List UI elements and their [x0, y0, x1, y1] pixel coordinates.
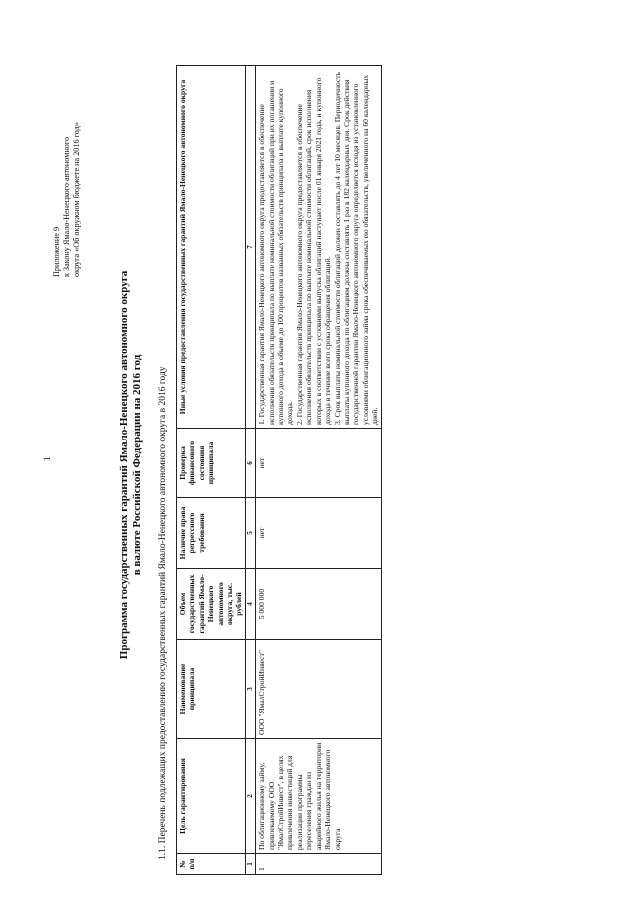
- header-amount: Объем государственных гарантий Ямало-Ненецкого автономного округа, тыс. рублей: [177, 569, 246, 640]
- condition-item: 2. Государственная гарантия Ямало-Ненецкого автономного округа предоставляется в обеспечение исполнения обязательств принципала по выплате номинальной стоимости облигаций, срок исполнения которых в соответствии с условиями выпуска облигаций наступает после 01 января 2021 года, и купонного дохода в течение всего срока обращения облигаций.: [294, 77, 333, 425]
- row-amount: 5 000 000: [256, 569, 381, 640]
- guarantees-table: [176, 65, 382, 875]
- row-principal: ООО "ЯмалСтройИнвест": [256, 640, 381, 739]
- column-number: 7: [245, 66, 255, 429]
- section-subtitle: 1.1. Перечень подлежащих предоставлению государственных гарантий Ямало-Ненецкого автономного округа в 2016 году: [158, 366, 168, 860]
- appendix-reference: [52, 37, 82, 277]
- header-regress: Наличие права регрессного требования: [177, 498, 246, 569]
- column-number: 2: [245, 739, 255, 854]
- page-number: 1: [42, 456, 52, 461]
- condition-item: 1. Государственная гарантия Ямало-Ненецкого автономного округа предоставляется в обеспечение исполнения обязательств принципала по выплате номинальной стоимости облигаций при их погашении и купонного дохода в объеме до 100 процентов названных обязательств принципала и выплате купонного дохода.: [257, 80, 295, 425]
- table-header-row: [177, 66, 246, 875]
- row-conditions: [256, 66, 381, 429]
- row-purpose: По облигационному займу, привлекаемому ООО "ЯмалСтройИнвест", в целях привлечения инвестиций для реализации программы переселения граждан из аварийного жилья на территории Ямало-Ненецкого автономного округа: [256, 739, 381, 854]
- title-line-2: в валюте Российской Федерации на 2016 год: [131, 354, 143, 576]
- column-number: 1: [245, 854, 255, 875]
- header-check: Проверка финансового состояния принципала: [177, 429, 246, 498]
- condition-item: 3. Срок выплаты номинальной стоимости облигаций должен составлять до 4 лет 10 месяцев. Периодичность выплаты купонного дохода по облигациям должна составлять 1 раз в 182 календарных дня. Срок действия государственной гарантии Ямало-Ненецкого автономного округа определяется исходя из установленного условиями облигационного займа срока обеспечиваемых ею обязательств, увеличенного на 60 календарных дней.: [332, 71, 380, 425]
- header-purpose: Цель гарантирования: [177, 739, 246, 854]
- title-line-1: Программа государственных гарантий Ямало-Ненецкого автономного округа: [118, 270, 130, 660]
- column-number: 6: [245, 429, 255, 498]
- column-number: 5: [245, 498, 255, 569]
- appendix-line-3: округа «Об окружном бюджете на 2016 год»: [72, 122, 81, 277]
- row-regress: нет: [256, 498, 381, 569]
- header-num: № п/п: [177, 854, 246, 875]
- row-number: 1: [256, 854, 381, 875]
- document-title: [118, 115, 144, 815]
- header-conditions: Иные условия предоставления государственных гарантий Ямало-Ненецкого автономного округа: [177, 66, 246, 429]
- column-number-row: [245, 66, 255, 875]
- row-check: нет: [256, 429, 381, 498]
- table-row: [256, 66, 381, 875]
- appendix-line-2: к Закону Ямало-Ненецкого автономного: [62, 136, 71, 277]
- header-principal: Наименование принципала: [177, 640, 246, 739]
- appendix-line-1: Приложение 9: [52, 226, 61, 277]
- column-number: 4: [245, 569, 255, 640]
- column-number: 3: [245, 640, 255, 739]
